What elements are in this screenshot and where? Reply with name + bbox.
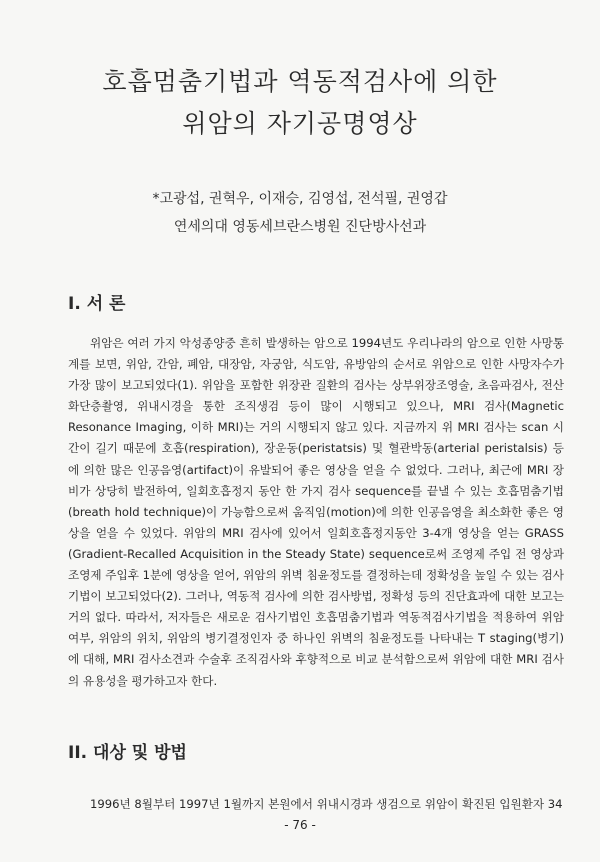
introduction-paragraph: 위암은 여러 가지 악성종양중 흔히 발생하는 암으로 1994년도 우리나라의 암으로 인한 사망통계를 보면, 위암, 간암, 폐암, 대장암, 자궁암, 식도암, 유방암의 순서로 위암으로 인한 사망자수가 가장 많이 보고되었다(1). 위암을 포함한 위장관 질환의 검사는 상부위장조영술, 초음파검사, 전산화단층촬영, 위내시경을 통한 조직생검 등이 많이 시행되고 있으나, MRI 검사(Magnetic Resonance Imaging, 이하 MRI)는 거의 시행되지 않고 있다. 지금까지 위 MRI 검사는 scan 시간이 길기 때문에 호흡(respiration), 장운동(peristatsis) 및 혈관박동(arterial peristalsis) 등에 의한 많은 인공음영(artifact)이 유발되어 좋은 영상을 얻을 수 없었다. 그러나, 최근에 MRI 장비가 상당히 발전하여, 일회호흡정지 동안 한 가지 검사 sequence를 끝낼 수 있는 호흡멈춤기법(breath hold technique)이 가능함으로써 움직임(motion)에 의한 인공음영을 최소화한 좋은 영상을 얻을 수 있었다. 위암의 MRI 검사에 있어서 일회호흡정지동안 3-4개 영상을 얻는 GRASS (Gradient-Recalled Acquisition in the Steady State) sequence로써 조영제 주입 전 영상과 조영제 주입후 1분에 영상을 얻어, 위암의 위벽 침윤정도를 결정하는데 정확성을 높일 수 있는 검사기법이 보고되었다(2). 그러나, 역동적 검사에 의한 검사방법, 정확성 등의 진단효과에 대한 보고는 거의 없다. 따라서, 저자들은 새로운 검사기법인 호흡멈춤기법과 역동적검사기법을 적용하여 위암 여부, 위암의 위치, 위암의 병기결정인자 중 하나인 위벽의 침윤정도를 나타내는 T staging(병기)에 대해, MRI 검사소견과 수술후 조직검사와 후향적으로 비교 분석함으로써 위암에 대한 MRI 검사의 유용성을 평가하고자 한다. [68,336,564,688]
affiliation: 연세의대 영동세브란스병원 진단방사선과 [173,219,427,235]
author-list: *고광섭, 권혁우, 이재승, 김영섭, 전석필, 권영갑 [152,191,448,207]
section-heading-methods: II. 대상 및 방법 [68,743,187,763]
page-number: - 76 - [284,818,316,832]
introduction-body [68,333,564,692]
methods-first-line: 1996년 8월부터 1997년 1월까지 본원에서 위내시경과 생검으로 위암이 확진된 입원환자 34 [90,797,563,811]
paper-title-line-2: 위암의 자기공명영상 [182,109,418,138]
section-heading-introduction: I. 서 론 [68,294,126,314]
paper-title-line-1: 호흡멈춤기법과 역동적검사에 의한 [102,67,498,96]
